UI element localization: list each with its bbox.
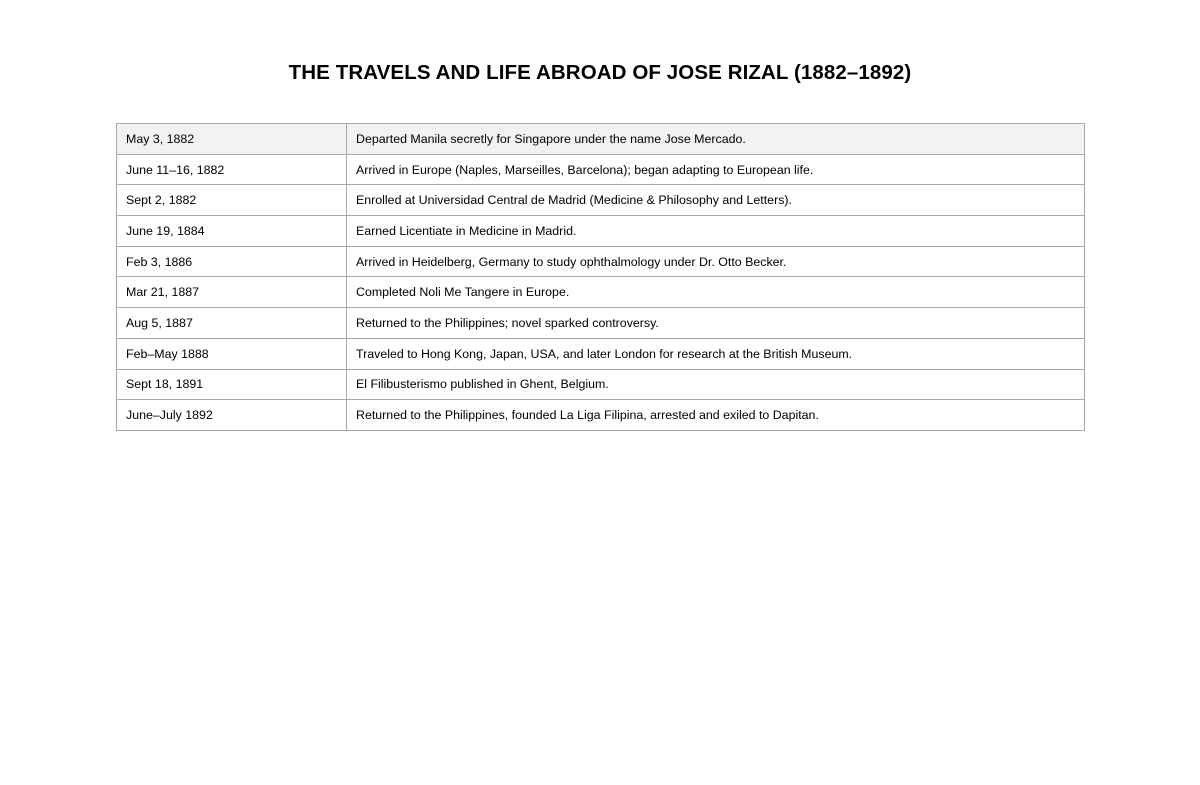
event-cell: Arrived in Heidelberg, Germany to study ophthalmology under Dr. Otto Becker. bbox=[347, 246, 1085, 277]
date-cell: Aug 5, 1887 bbox=[117, 308, 347, 339]
date-cell: June–July 1892 bbox=[117, 400, 347, 431]
event-cell: Returned to the Philippines; novel sparked controversy. bbox=[347, 308, 1085, 339]
table-row bbox=[117, 185, 1085, 216]
date-cell: Sept 2, 1882 bbox=[117, 185, 347, 216]
table-row bbox=[117, 338, 1085, 369]
table-row bbox=[117, 277, 1085, 308]
event-cell: Completed Noli Me Tangere in Europe. bbox=[347, 277, 1085, 308]
table-row bbox=[117, 400, 1085, 431]
table-row bbox=[117, 369, 1085, 400]
table-row bbox=[117, 124, 1085, 155]
table-row bbox=[117, 216, 1085, 247]
event-cell: Traveled to Hong Kong, Japan, USA, and later London for research at the British Museum. bbox=[347, 338, 1085, 369]
date-cell: June 11–16, 1882 bbox=[117, 154, 347, 185]
table-row bbox=[117, 308, 1085, 339]
date-cell: Feb–May 1888 bbox=[117, 338, 347, 369]
date-cell: Feb 3, 1886 bbox=[117, 246, 347, 277]
table-row bbox=[117, 154, 1085, 185]
page-title: THE TRAVELS AND LIFE ABROAD OF JOSE RIZAL (1882–1892) bbox=[288, 61, 912, 84]
event-cell: Earned Licentiate in Medicine in Madrid. bbox=[347, 216, 1085, 247]
event-cell: Arrived in Europe (Naples, Marseilles, Barcelona); began adapting to European life. bbox=[347, 154, 1085, 185]
table-row bbox=[117, 246, 1085, 277]
date-cell: May 3, 1882 bbox=[117, 124, 347, 155]
date-cell: Sept 18, 1891 bbox=[117, 369, 347, 400]
date-cell: Mar 21, 1887 bbox=[117, 277, 347, 308]
event-cell: Departed Manila secretly for Singapore under the name Jose Mercado. bbox=[347, 124, 1085, 155]
date-cell: June 19, 1884 bbox=[117, 216, 347, 247]
event-cell: Enrolled at Universidad Central de Madrid (Medicine & Philosophy and Letters). bbox=[347, 185, 1085, 216]
event-cell: Returned to the Philippines, founded La Liga Filipina, arrested and exiled to Dapitan. bbox=[347, 400, 1085, 431]
timeline-table bbox=[116, 123, 1085, 431]
event-cell: El Filibusterismo published in Ghent, Belgium. bbox=[347, 369, 1085, 400]
